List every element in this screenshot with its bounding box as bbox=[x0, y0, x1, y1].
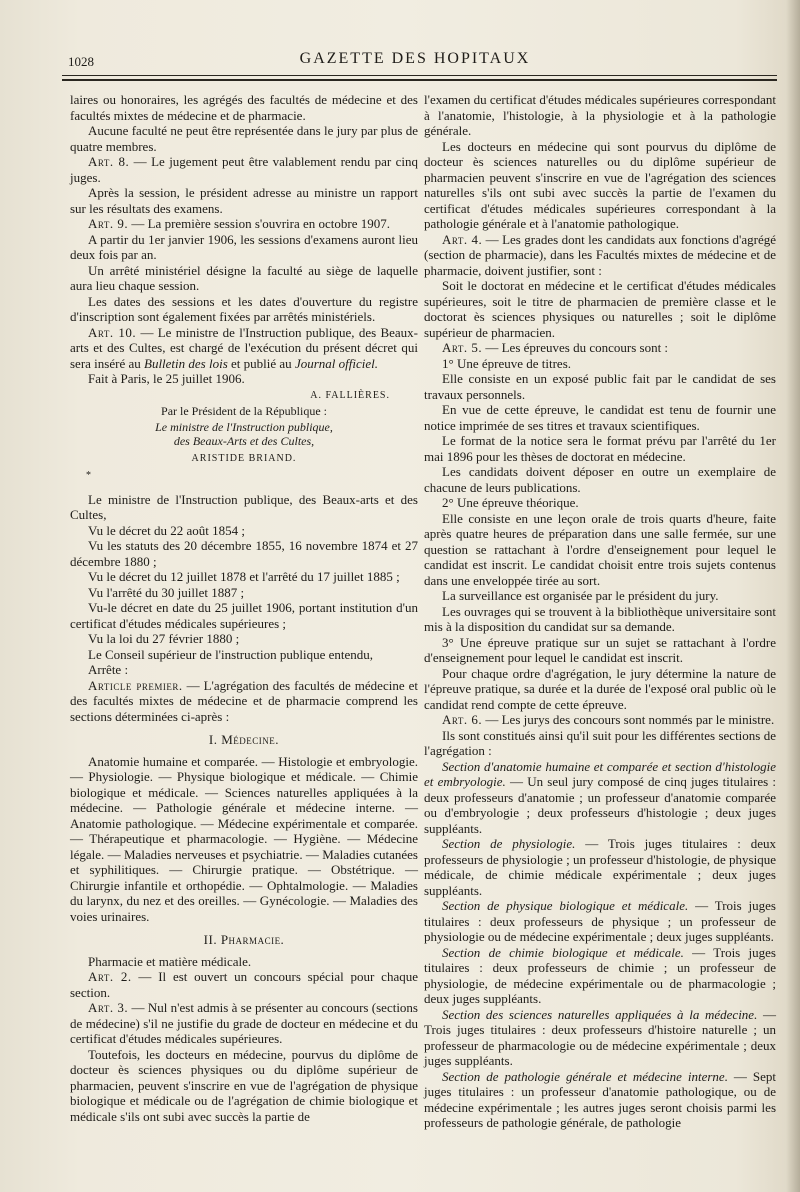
paragraph: laires ou honoraires, les agrégés des facultés de médecine et des facultés mixtes de médecine et de pharmacie. bbox=[70, 92, 418, 123]
article-text: et publié au bbox=[227, 355, 295, 371]
paragraph: Ils sont constitués ainsi qu'il suit pour les différentes sections de l'agrégation : bbox=[424, 727, 776, 758]
italic-title: Journal officiel. bbox=[294, 355, 378, 371]
article-text: — Le jugement peut être valablement rendu par cinq juges. bbox=[70, 154, 418, 185]
paragraph: Toutefois, les docteurs en médecine, pourvus du diplôme de docteur ès sciences physiques ou du diplôme supérieur de pharmacien, peuvent s'inscrire en vue de l'agrégation de physique biologique et médicale ou de l'agrégation de chimie biologique et médicale s'ils ont subi avec succès la partie de bbox=[70, 1046, 418, 1124]
section-title: Section de physique biologique et médicale. bbox=[442, 898, 689, 913]
signature-president: A. FALLIÈRES. bbox=[310, 389, 390, 401]
jury-section-physique bbox=[424, 898, 776, 945]
article-8 bbox=[70, 154, 418, 185]
left-column bbox=[70, 92, 418, 1124]
section-title: Section de chimie biologique et médicale. bbox=[442, 944, 684, 960]
section-title: Section d'anatomie humaine et comparée et section d'histologie et embryologie. bbox=[424, 758, 776, 789]
jury-section-sciences-naturelles bbox=[424, 1007, 776, 1069]
article-text: — La première session s'ouvrira en octobre 1907. bbox=[128, 216, 391, 231]
article-2 bbox=[70, 969, 418, 1000]
article-9 bbox=[70, 216, 418, 232]
journal-title: GAZETTE DES HOPITAUX bbox=[299, 50, 531, 67]
article-label: Art. 5. bbox=[442, 340, 483, 355]
article-text: — Les grades dont les candidats aux fonctions d'agrégé (section de pharmacie), dans les Facultés mixtes de médecine et de pharmacie, doivent justifier, sont : bbox=[424, 231, 776, 278]
paragraph: En vue de cette épreuve, le candidat est tenu de fournir une notice imprimée de ses titres et travaux scientifiques. bbox=[424, 402, 776, 433]
article-4 bbox=[424, 232, 776, 279]
section-text: — Trois juges titulaires : deux professeurs de physiologie ; un professeur d'histologie, de physique médicale, de chimie médicale expérimentale ; deux juges suppléants. bbox=[424, 836, 777, 898]
section-text: — Sept juges titulaires : un professeur d'anatomie pathologique, ou de médecine expérimentale ; les autres juges seront choisis parmi les professeurs de pathologie générale, de pathologie bbox=[424, 1068, 776, 1130]
paragraph: Le Conseil supérieur de l'instruction publique entendu, bbox=[88, 646, 374, 662]
paragraph: Vu le décret du 12 juillet 1878 et l'arrêté du 17 juillet 1885 ; bbox=[88, 569, 400, 584]
jury-section-physiologie bbox=[424, 836, 776, 898]
paragraph: Elle consiste en une leçon orale de trois quarts d'heure, faite après quatre heures de préparation dans une salle fermée, sur une question se rattachant à l'ordre d'enseignement pour lequel le candidat est inscrit. Le candidat choisit entre trois sujets contenus dans une enveloppée tirée au sort. bbox=[424, 510, 776, 588]
paragraph: Soit le doctorat en médecine et le certificat d'études médicales supérieures, soit le titre de pharmacien de première classe et le doctorat ès sciences physiques ou naturelles ; soit le diplôme supérieur de pharmacien. bbox=[424, 278, 776, 340]
paragraph: Vu-le décret en date du 25 juillet 1906, portant institution d'un certificat d'études médicales supérieures ; bbox=[70, 600, 418, 631]
article-label: Article premier. bbox=[88, 677, 183, 693]
paragraph: Le ministre de l'Instruction publique, des Beaux-arts et des Cultes, bbox=[70, 491, 418, 522]
article-label: Art. 10. bbox=[88, 324, 137, 340]
jury-section-chimie bbox=[424, 945, 776, 1007]
paragraph: Vu la loi du 27 février 1880 ; bbox=[88, 631, 240, 646]
paragraph: Après la session, le président adresse au ministre un rapport sur les résultats des examens. bbox=[70, 185, 418, 216]
separator-star: * bbox=[86, 470, 91, 481]
italic-title: Bulletin des lois bbox=[144, 355, 228, 371]
paragraph: Vu le décret du 22 août 1854 ; bbox=[88, 522, 245, 538]
article-text: — Les épreuves du concours sont : bbox=[482, 340, 669, 355]
right-column bbox=[424, 92, 776, 1131]
article-text: — Le ministre de l'Instruction publique, des Beaux-arts et des Cultes, est chargé de l'exécution du présent décret qui sera inséré au bbox=[70, 324, 418, 371]
paragraph: Les candidats doivent déposer en outre un exemplaire de chacune de leurs publications. bbox=[424, 464, 776, 495]
paragraph: 2° Une épreuve théorique. bbox=[442, 495, 579, 510]
article-6 bbox=[424, 712, 776, 728]
paragraph: Pour chaque ordre d'agrégation, le jury détermine la nature de l'épreuve pratique, sa durée et la durée de l'exposé oral public où le candidat rend compte de cette épreuve. bbox=[424, 665, 776, 712]
article-3 bbox=[70, 1000, 418, 1047]
section-title: Section de physiologie. bbox=[442, 836, 576, 851]
paragraph: Fait à Paris, le 25 juillet 1906. bbox=[88, 371, 245, 386]
section-heading-pharmacie: II. Pharmacie. bbox=[203, 932, 285, 947]
paragraph: Les ouvrages qui se trouvent à la bibliothèque universitaire sont mis à la disposition du candidat sur sa demande. bbox=[424, 603, 776, 634]
header-rule-thin bbox=[62, 75, 777, 76]
article-1 bbox=[70, 678, 418, 725]
signature-role-1: Le ministre de l'Instruction publique, bbox=[155, 419, 333, 434]
jury-section-anatomie bbox=[424, 759, 776, 837]
article-10 bbox=[70, 325, 418, 372]
section-text: — Trois juges titulaires : deux professeurs de physique ; un professeur de physiologie ou de médecine expérimentale ; deux juges suppléants. bbox=[424, 898, 776, 944]
article-label: Art. 8. bbox=[88, 154, 130, 169]
section-text: — Trois juges titulaires : deux professeurs d'histoire naturelle ; un professeur de pharmacologie ou de médecine expérimentale ; deux juges suppléants. bbox=[424, 1006, 776, 1068]
paragraph: La surveillance est organisée par le président du jury. bbox=[442, 588, 719, 603]
section-text: — Trois juges titulaires : deux professeurs de chimie ; un professeur de physiologie, de médecine expérimentale ou de pharmacologie ; deux juges suppléants. bbox=[424, 944, 776, 1006]
signature-par: Par le Président de la République : bbox=[161, 404, 327, 418]
section-text: — Un seul jury composé de cinq juges titulaires : deux professeurs d'anatomie ; un professeur d'anatomie comparée ou d'embryologie ; deux professeurs d'histologie ; deux juges suppléants. bbox=[424, 774, 776, 836]
article-label: Art. 3. bbox=[88, 1000, 129, 1015]
arrete-heading: Arrête : bbox=[88, 662, 129, 677]
article-label: Art. 4. bbox=[442, 231, 483, 247]
paragraph: 3° Une épreuve pratique sur un sujet se rattachant à l'ordre d'enseignement pour lequel le candidat est inscrit. bbox=[424, 634, 776, 665]
article-text: — Il est ouvert un concours spécial pour chaque section. bbox=[70, 969, 418, 1000]
article-label: Art. 9. bbox=[88, 216, 129, 231]
section-title: Section de pathologie générale et médecine interne. bbox=[442, 1068, 728, 1084]
paragraph: Les dates des sessions et les dates d'ouverture du registre d'inscription sont également fixées par arrêtés ministériels. bbox=[70, 293, 418, 324]
paragraph: A partir du 1er janvier 1906, les sessions d'examens auront lieu deux fois par an. bbox=[70, 231, 418, 262]
article-text: — Les jurys des concours sont nommés par le ministre. bbox=[482, 712, 775, 727]
article-5 bbox=[424, 340, 776, 356]
paragraph: Vu l'arrêté du 30 juillet 1887 ; bbox=[88, 584, 245, 600]
paragraph: Pharmacie et matière médicale. bbox=[88, 953, 252, 969]
page-header bbox=[60, 50, 770, 74]
paragraph: Un arrêté ministériel désigne la faculté au siège de laquelle aura lieu chaque session. bbox=[70, 262, 418, 293]
paragraph: Vu les statuts des 20 décembre 1855, 16 novembre 1874 et 27 décembre 1880 ; bbox=[70, 538, 418, 569]
article-label: Art. 2. bbox=[88, 969, 132, 984]
section-title: Section des sciences naturelles appliquées à la médecine. bbox=[442, 1006, 758, 1022]
article-text: — Nul n'est admis à se présenter au concours (sections de médecine) s'il ne justifie du grade de docteur en médecine et du certificat d'études médicales supérieures. bbox=[70, 1000, 418, 1046]
article-label: Art. 6. bbox=[442, 712, 483, 727]
jury-section-pathologie bbox=[424, 1069, 776, 1131]
paragraph: Elle consiste en un exposé public fait par le candidat de ses travaux personnels. bbox=[424, 371, 776, 402]
signature-minister: ARISTIDE BRIAND. bbox=[191, 452, 297, 464]
paragraph: Les docteurs en médecine qui sont pourvus du diplôme de docteur ès sciences naturelles ou du diplôme supérieur de pharmacien peuvent s'inscrire en vue de l'agrégation des sciences naturelles s'ils ont subi avec succès la partie de l'examen du certificat d'études médicales supérieures correspondant à la pathologie générale et à l'anatomie pathologique. bbox=[424, 138, 776, 231]
section-heading-medecine: I. Médecine. bbox=[208, 732, 280, 747]
article-text: — L'agrégation des facultés de médecine et des facultés mixtes de médecine et de pharmacie comprend les sections déterminées ci-après : bbox=[70, 677, 418, 724]
paragraph: 1° Une épreuve de titres. bbox=[442, 355, 572, 371]
paragraph: Le format de la notice sera le format prévu par l'arrêté du 1er mai 1896 pour les thèses de doctorat en médecine. bbox=[424, 433, 776, 464]
paragraph: Anatomie humaine et comparée. — Histologie et embryologie. — Physiologie. — Physique biologique et médicale. — Chimie biologique et médicale. — Sciences naturelles appliquées à la médecine. — Pathologie générale et médecine interne. — Anatomie pathologique. — Médecine expérimentale et comparée. — Thérapeutique et pharmacologie. — Hygiène. — Médecine légale. — Maladies nerveuses et psychiatrie. — Maladies cutanées et syphilitiques. — Chirurgie pratique. — Obstétrique. — Chirurgie infantile et orthopédie. — Ophtalmologie. — Maladies du larynx, du nez et des oreilles. — Gynécologie. — Maladies des voies urinaires. bbox=[70, 753, 418, 924]
page-number: 1028 bbox=[68, 54, 94, 69]
signature-role-2: des Beaux-Arts et des Cultes, bbox=[173, 433, 315, 448]
paragraph: Aucune faculté ne peut être représentée dans le jury par plus de quatre membres. bbox=[70, 123, 418, 154]
header-rule-thick bbox=[62, 79, 777, 81]
page-edge-shadow bbox=[786, 0, 800, 1192]
paragraph: l'examen du certificat d'études médicales supérieures correspondant à l'anatomie, l'histologie, à la physiologie et à la pathologie générale. bbox=[424, 92, 776, 138]
